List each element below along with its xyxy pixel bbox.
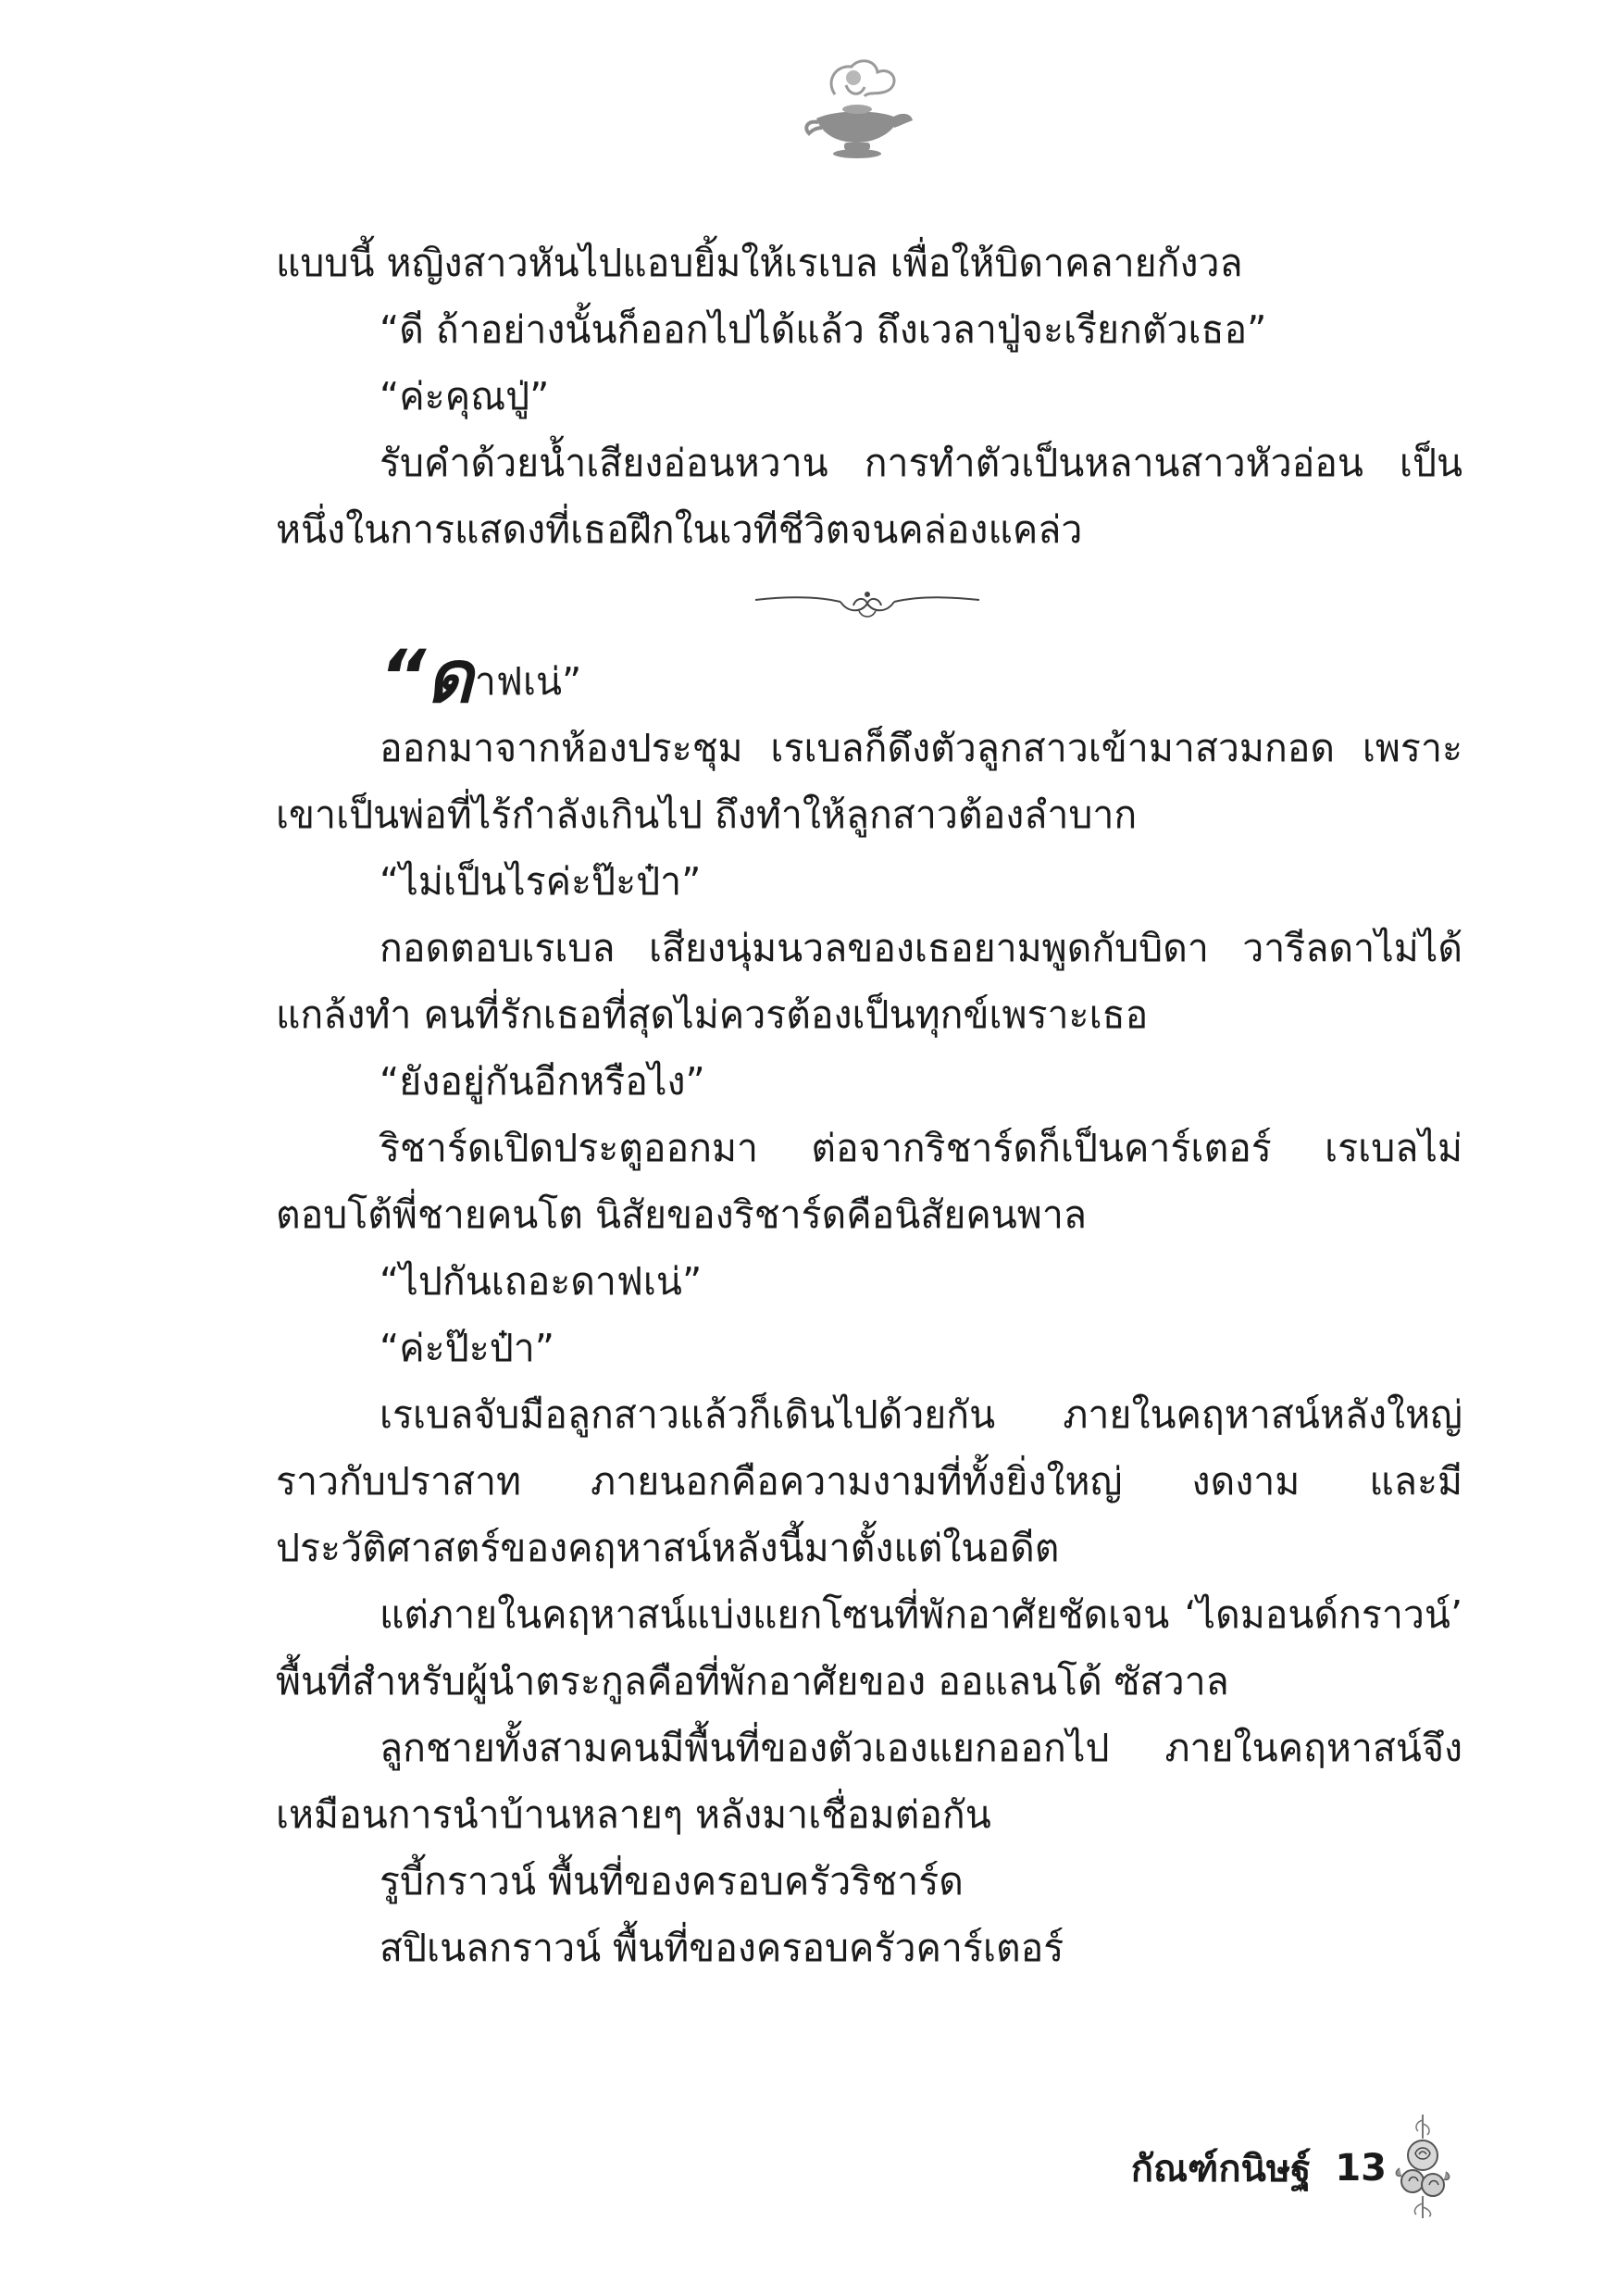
- paragraph: แต่ภายในคฤหาสน์แบ่งแยกโซนที่พักอาศัยชัดเจน ‘ไดมอนด์กราวน์’ พื้นที่สำหรับผู้นำตระกูลคือที่พักอาศัยของ ออแลนโด้ ซัสวาล: [276, 1592, 1462, 1703]
- paragraph: รับคำด้วยน้ำเสียงอ่อนหวาน การทำตัวเป็นหลานสาวหัวอ่อน เป็นหนึ่งในการแสดงที่เธอฝึกในเวทีชีวิตจนคล่องแคล่ว: [276, 441, 1462, 552]
- paragraph: กอดตอบเรเบล เสียงนุ่มนวลของเธอยามพูดกับบิดา วารีลดาไม่ได้แกล้งทำ คนที่รักเธอที่สุดไม่ควรต้องเป็นทุกข์เพราะเธอ: [276, 926, 1462, 1037]
- paragraph: “ค่ะป๊ะป๋า”: [380, 1326, 555, 1370]
- paragraph: “ยังอยู่กันอีกหรือไง”: [380, 1059, 705, 1104]
- paragraph: “ไม่เป็นไรค่ะป๊ะป๋า”: [380, 859, 702, 904]
- book-title: กัณฑ์กนิษฐ์: [1130, 2148, 1312, 2190]
- scroll-flourish-divider-icon: [752, 581, 983, 624]
- genie-lamp-ornament-icon: [798, 54, 916, 165]
- drop-cap-rest: าฟเน่”: [474, 659, 582, 704]
- chapter-opening-line: [380, 636, 1462, 719]
- paragraph: ริชาร์ดเปิดประตูออกมา ต่อจากริชาร์ดก็เป็นคาร์เตอร์ เรเบลไม่ตอบโต้พี่ชายคนโต นิสัยของริชาร์ดคือนิสัยคนพาล: [276, 1126, 1462, 1237]
- paragraph: “ดี ถ้าอย่างนั้นก็ออกไปได้แล้ว ถึงเวลาปู่จะเรียกตัวเธอ”: [380, 307, 1267, 352]
- paragraph: ออกมาจากห้องประชุม เรเบลก็ดึงตัวลูกสาวเข้ามาสวมกอด เพราะเขาเป็นพ่อที่ไร้กำลังเกินไป ถึงทำให้ลูกสาวต้องลำบาก: [276, 726, 1462, 837]
- drop-cap: “ด: [380, 636, 473, 719]
- page-number: 13: [1335, 2147, 1387, 2190]
- paragraph: เรเบลจับมือลูกสาวแล้วก็เดินไปด้วยกัน ภายในคฤหาสน์หลังใหญ่ราวกับปราสาท ภายนอกคือความงามที่ทั้งยิ่งใหญ่ งดงาม และมีประวัติศาสตร์ของคฤหาสน์หลังนี้มาตั้งแต่ในอดีต: [276, 1392, 1462, 1570]
- paragraph: “ค่ะคุณปู่”: [380, 374, 550, 418]
- paragraph: แบบนี้ หญิงสาวหันไปแอบยิ้มให้เรเบล เพื่อให้บิดาคลายกังวล: [276, 241, 1243, 285]
- paragraph: สปิเนลกราวน์ พื้นที่ของครอบครัวคาร์เตอร์: [380, 1926, 1064, 1970]
- paragraph: “ไปกันเถอะดาฟเน่”: [380, 1259, 703, 1304]
- rose-ornament-icon: [1390, 2111, 1455, 2222]
- paragraph: ลูกชายทั้งสามคนมีพื้นที่ของตัวเองแยกออกไป ภายในคฤหาสน์จึงเหมือนการนำบ้านหลายๆ หลังมาเชื่อมต่อกัน: [276, 1726, 1462, 1837]
- paragraph: รูบี้กราวน์ พื้นที่ของครอบครัวริชาร์ด: [380, 1859, 964, 1903]
- section-2-text: [276, 636, 1462, 1981]
- page-footer: [1131, 2139, 1387, 2198]
- section-1-text: [276, 230, 1462, 563]
